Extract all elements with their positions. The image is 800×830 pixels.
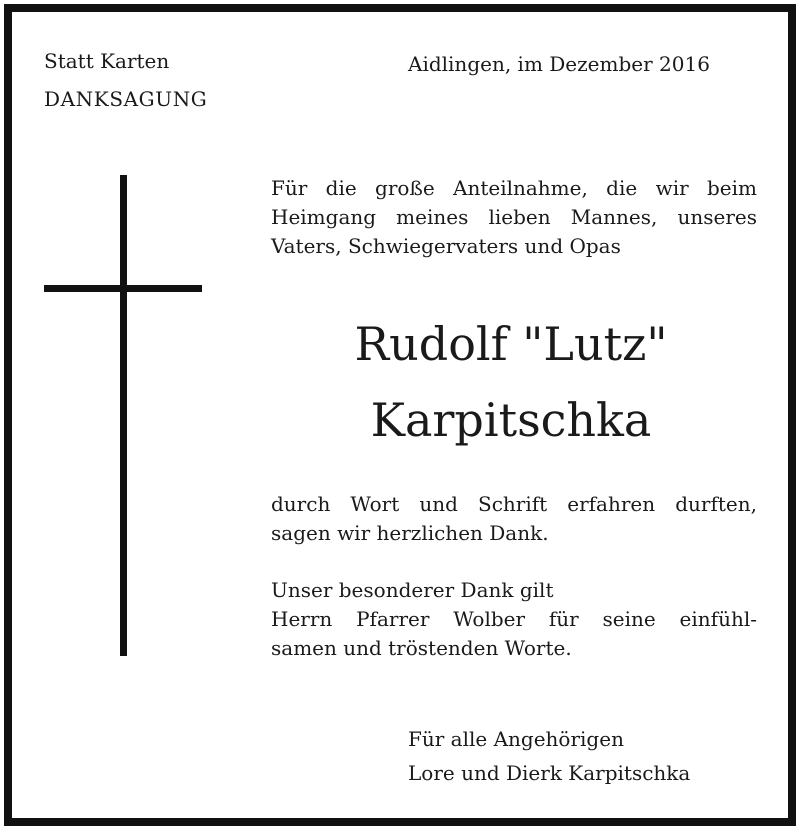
thanks-line-2: sagen wir herzlichen Dank. [271, 521, 549, 545]
deceased-name-line-2: Karpitschka [370, 393, 652, 447]
header-statt-karten: Statt Karten [44, 49, 170, 73]
special-thanks-line-1: Unser besonderer Dank gilt [271, 578, 554, 602]
header-place-date: Aidlingen, im Dezember 2016 [408, 52, 710, 76]
intro-line-2: Heimgang meines lieben Mannes, unseres [271, 205, 757, 229]
intro-line-1: Für die große Anteilnahme, die wir beim [271, 176, 757, 200]
special-thanks-line-2: Herrn Pfarrer Wolber für seine einfühl- [271, 607, 757, 631]
thanks-line-1: durch Wort und Schrift erfahren durften, [271, 492, 757, 516]
special-thanks-line-3: samen und tröstenden Worte. [271, 636, 572, 660]
signature-line-2: Lore und Dierk Karpitschka [408, 761, 691, 785]
deceased-name-line-1: Rudolf "Lutz" [354, 317, 668, 371]
cross-vertical-bar [120, 175, 127, 656]
intro-line-3: Vaters, Schwiegervaters und Opas [271, 234, 621, 258]
signature-line-1: Für alle Angehörigen [408, 727, 624, 751]
header-danksagung: DANKSAGUNG [44, 87, 208, 111]
cross-horizontal-bar [44, 285, 202, 292]
